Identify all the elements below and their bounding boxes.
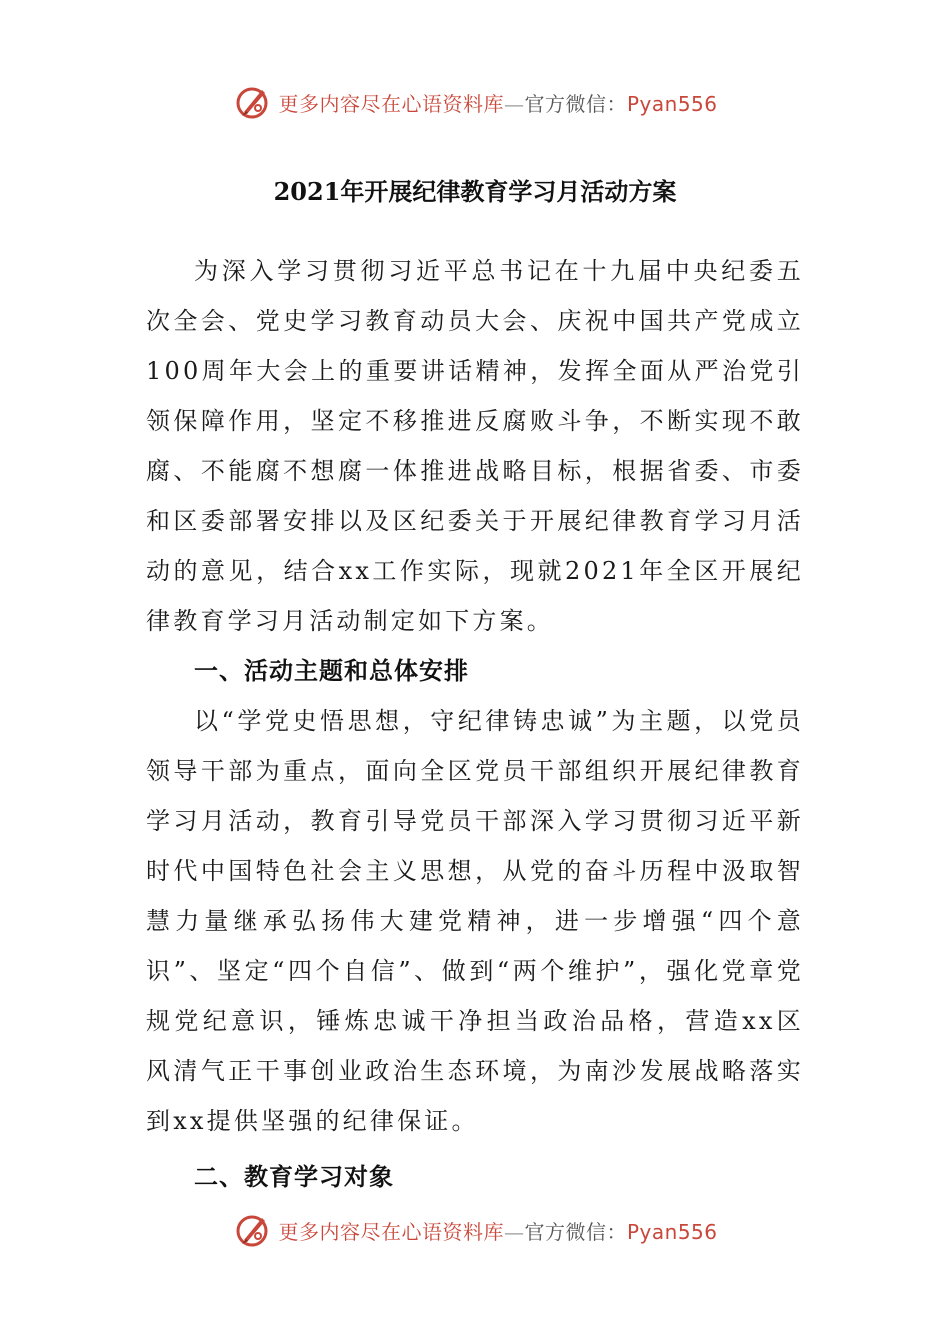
section-2-heading: 二、教育学习对象	[194, 1163, 394, 1191]
watermark-wechat-id: Pyan556	[626, 91, 718, 116]
document-body	[146, 246, 804, 1202]
watermark-banner-bottom	[0, 1210, 950, 1250]
watermark-wechat-label: 官方微信：	[524, 91, 627, 116]
watermark-text	[278, 88, 717, 117]
quill-seal-logo-icon	[232, 1210, 272, 1250]
watermark-library-name: 更多内容尽在心语资料库	[278, 91, 504, 116]
watermark-library-name: 更多内容尽在心语资料库	[278, 1219, 504, 1244]
quill-seal-logo-icon	[232, 82, 272, 122]
document-title: 2021年开展纪律教育学习月活动方案	[273, 177, 677, 206]
intro-paragraph: 为深入学习贯彻习近平总书记在十九届中央纪委五次全会、党史学习教育动员大会、庆祝中国共产党成立100周年大会上的重要讲话精神，发挥全面从严治党引领保障作用，坚定不移推进反腐败斗争，不断实现不敢腐、不能腐不想腐一体推进战略目标，根据省委、市委和区委部署安排以及区纪委关于开展纪律教育学习月活动的意见，结合xx工作实际，现就2021年全区开展纪律教育学习月活动制定如下方案。	[146, 257, 804, 635]
watermark-separator: —	[503, 1219, 525, 1244]
section-1-heading: 一、活动主题和总体安排	[194, 657, 469, 685]
watermark-wechat-id: Pyan556	[626, 1219, 718, 1244]
watermark-wechat-label: 官方微信：	[524, 1219, 627, 1244]
section-1-paragraph: 以“学党史悟思想，守纪律铸忠诚”为主题，以党员领导干部为重点，面向全区党员干部组织开展纪律教育学习月活动，教育引导党员干部深入学习贯彻习近平新时代中国特色社会主义思想，从党的奋斗历程中汲取智慧力量继承弘扬伟大建党精神，进一步增强“四个意识”、坚定“四个自信”、做到“两个维护”，强化党章党规党纪意识，锤炼忠诚干净担当政治品格，营造xx区风清气正干事创业政治生态环境，为南沙发展战略落实到xx提供坚强的纪律保证。	[146, 707, 804, 1135]
watermark-text	[278, 1216, 717, 1245]
watermark-banner-top	[0, 82, 950, 122]
watermark-separator: —	[503, 91, 525, 116]
